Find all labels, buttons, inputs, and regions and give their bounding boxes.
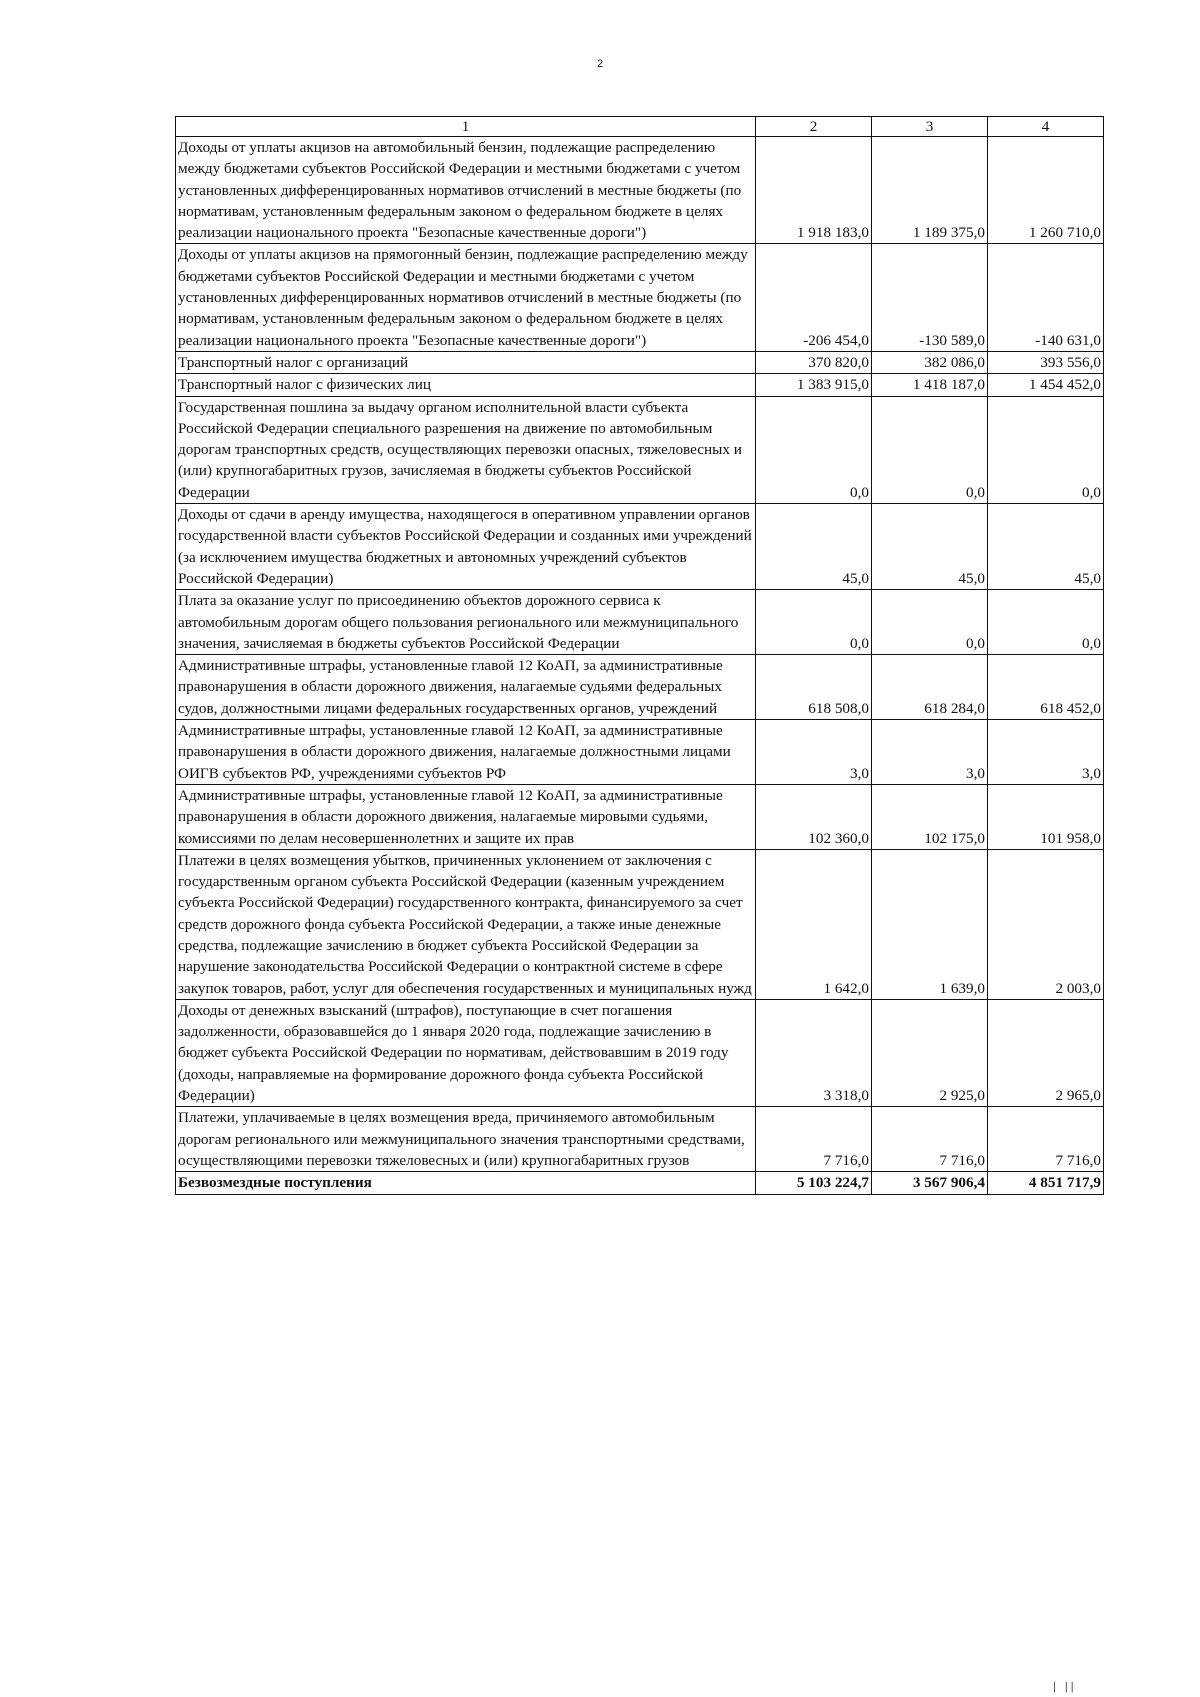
row-description: Доходы от уплаты акцизов на прямогонный бензин, подлежащие распределению между бюджетами субъектов Российской Федерации и местными бюджетами с учетом установленных дифференцированных нормативов отчислений в местные бюджеты (по нормативам, установленным федеральным законом о федеральном бюджете в целях реализации национального проекта "Безопасные качественные дороги") [176,244,756,351]
table-row [176,784,1104,849]
column-header-3: 3 [872,117,988,137]
row-value-col4: -140 631,0 [988,244,1104,351]
row-description: Доходы от сдачи в аренду имущества, находящегося в оперативном управлении органов государственной власти субъектов Российской Федерации и созданных ими учреждений (за исключением имущества бюджетных и автономных учреждений субъектов Российской Федерации) [176,504,756,590]
row-value-col2: 7 716,0 [756,1107,872,1172]
table-row [176,655,1104,720]
row-value-col4: 101 958,0 [988,784,1104,849]
row-value-col2: 1 918 183,0 [756,137,872,244]
row-value-col2: 0,0 [756,590,872,655]
row-description: Транспортный налог с организаций [176,351,756,373]
row-value-col3: 45,0 [872,504,988,590]
page-number: 2 [596,58,604,70]
row-value-col2: 618 508,0 [756,655,872,720]
row-value-col2: 1 383 915,0 [756,374,872,396]
row-value-col3: 0,0 [872,590,988,655]
row-value-col4: 1 260 710,0 [988,137,1104,244]
row-value-col4: 3,0 [988,720,1104,785]
total-value-col2: 5 103 224,7 [756,1172,872,1194]
table-row [176,720,1104,785]
row-value-col2: -206 454,0 [756,244,872,351]
row-value-col3: 3,0 [872,720,988,785]
total-row [176,1172,1104,1194]
row-value-col3: 102 175,0 [872,784,988,849]
row-value-col4: 7 716,0 [988,1107,1104,1172]
table-row [176,999,1104,1106]
row-value-col3: 7 716,0 [872,1107,988,1172]
row-value-col4: 45,0 [988,504,1104,590]
row-value-col4: 0,0 [988,590,1104,655]
table-row [176,137,1104,244]
row-value-col3: 618 284,0 [872,655,988,720]
row-description: Доходы от уплаты акцизов на автомобильный бензин, подлежащие распределению между бюджетами субъектов Российской Федерации и местными бюджетами с учетом установленных дифференцированных нормативов отчислений в местные бюджеты (по нормативам, установленным федеральным законом о федеральном бюджете в целях реализации национального проекта "Безопасные качественные дороги") [176,137,756,244]
row-description: Административные штрафы, установленные главой 12 КоАП, за административные правонарушения в области дорожного движения, налагаемые мировыми судьями, комиссиями по делам несовершеннолетних и защите их прав [176,784,756,849]
row-value-col4: 1 454 452,0 [988,374,1104,396]
row-description: Административные штрафы, установленные главой 12 КоАП, за административные правонарушения в области дорожного движения, налагаемые судьями федеральных судов, должностными лицами федеральных государственных органов, учреждений [176,655,756,720]
row-value-col2: 102 360,0 [756,784,872,849]
table-row [176,374,1104,396]
row-value-col3: 382 086,0 [872,351,988,373]
row-value-col4: 0,0 [988,396,1104,503]
row-description: Платежи, уплачиваемые в целях возмещения вреда, причиняемого автомобильным дорогам регионального или межмуниципального значения транспортными средствами, осуществляющими перевозки тяжеловесных и (или) крупногабаритных грузов [176,1107,756,1172]
column-header-4: 4 [988,117,1104,137]
row-description: Административные штрафы, установленные главой 12 КоАП, за административные правонарушения в области дорожного движения, налагаемые должностными лицами ОИГВ субъектов РФ, учреждениями субъектов РФ [176,720,756,785]
table-row [176,396,1104,503]
total-description: Безвозмездные поступления [176,1172,756,1194]
row-value-col3: 0,0 [872,396,988,503]
row-value-col2: 1 642,0 [756,849,872,999]
table-row [176,244,1104,351]
row-value-col2: 0,0 [756,396,872,503]
total-value-col4: 4 851 717,9 [988,1172,1104,1194]
row-value-col4: 393 556,0 [988,351,1104,373]
table-row [176,590,1104,655]
row-value-col2: 45,0 [756,504,872,590]
table-row [176,1107,1104,1172]
row-description: Плата за оказание услуг по присоединению объектов дорожного сервиса к автомобильным дорогам общего пользования регионального или межмуниципального значения, зачисляемая в бюджеты субъектов Российской Федерации [176,590,756,655]
row-value-col4: 2 003,0 [988,849,1104,999]
row-value-col3: 1 418 187,0 [872,374,988,396]
row-value-col4: 2 965,0 [988,999,1104,1106]
column-header-2: 2 [756,117,872,137]
column-header-1: 1 [176,117,756,137]
row-value-col4: 618 452,0 [988,655,1104,720]
row-value-col2: 3,0 [756,720,872,785]
budget-table [175,116,1104,1195]
row-description: Транспортный налог с физических лиц [176,374,756,396]
total-value-col3: 3 567 906,4 [872,1172,988,1194]
row-value-col3: 1 639,0 [872,849,988,999]
scan-mark: | || [1053,1681,1077,1693]
row-value-col2: 3 318,0 [756,999,872,1106]
table-row [176,504,1104,590]
header-row [176,117,1104,137]
row-value-col3: -130 589,0 [872,244,988,351]
table-row [176,849,1104,999]
row-value-col2: 370 820,0 [756,351,872,373]
row-value-col3: 2 925,0 [872,999,988,1106]
row-description: Доходы от денежных взысканий (штрафов), поступающие в счет погашения задолженности, образовавшейся до 1 января 2020 года, подлежащие зачислению в бюджет субъекта Российской Федерации по нормативам, действовавшим в 2019 году (доходы, направляемые на формирование дорожного фонда субъекта Российской Федерации) [176,999,756,1106]
row-value-col3: 1 189 375,0 [872,137,988,244]
row-description: Платежи в целях возмещения убытков, причиненных уклонением от заключения с государственным органом субъекта Российской Федерации (казенным учреждением субъекта Российской Федерации) государственного контракта, финансируемого за счет средств дорожного фонда субъекта Российской Федерации, а также иные денежные средства, подлежащие зачислению в бюджет субъекта Российской Федерации за нарушение законодательства Российской Федерации о контрактной системе в сфере закупок товаров, работ, услуг для обеспечения государственных и муниципальных нужд [176,849,756,999]
table-row [176,351,1104,373]
row-description: Государственная пошлина за выдачу органом исполнительной власти субъекта Российской Федерации специального разрешения на движение по автомобильным дорогам транспортных средств, осуществляющих перевозки опасных, тяжеловесных и (или) крупногабаритных грузов, зачисляемая в бюджеты субъектов Российской Федерации [176,396,756,503]
